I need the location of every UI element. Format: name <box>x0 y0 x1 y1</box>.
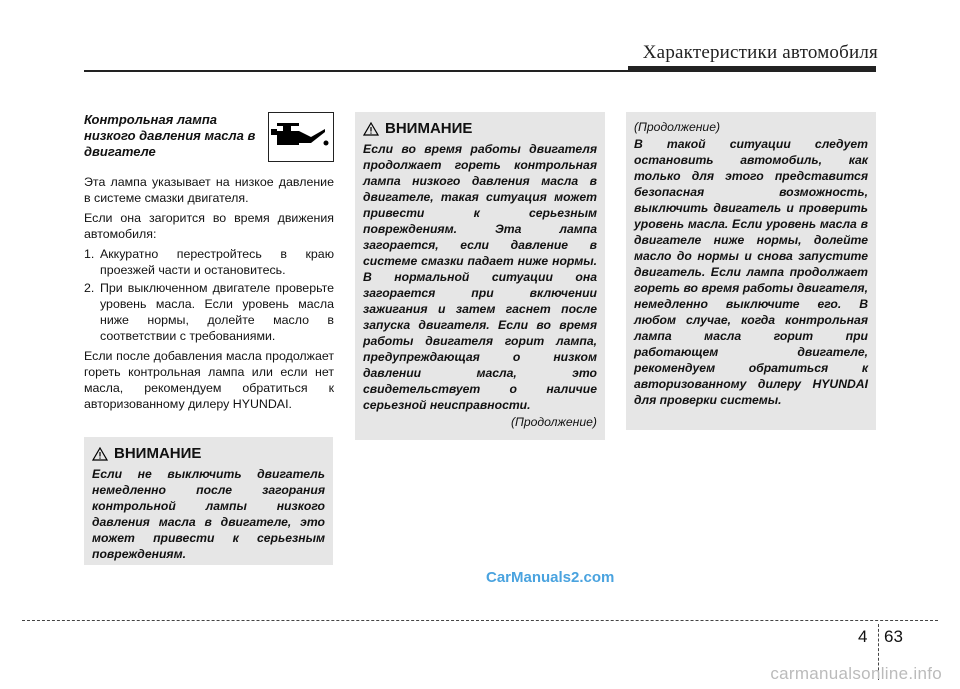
list-number: 1. <box>84 247 95 261</box>
watermark-link[interactable]: CarManuals2.com <box>486 569 615 586</box>
warning-triangle-icon <box>92 447 108 461</box>
warning-text: Если во время работы двигателя продолжает гореть контрольная лампа низкого давления масла в двигателе, такая ситуация может привести к серьезным повреждениям. Эта лампа загорается, если давление в системе смазки падает ниже нормы. В нормальной ситуации она загорается при включении зажигания и затем гаснет после запуска двигателя. Если во время работы двигателя горит лампа, предупреждающая о низком давлении масла, это свидетельствует о наличие серьезной неисправности. <box>363 142 597 412</box>
warning-triangle-icon <box>363 122 379 136</box>
list-text: При выключенном двигателе проверьте уровень масла. Если уровень масла ниже нормы, долейте масло в соответствии с требованиями. <box>100 281 334 343</box>
header-rule-accent <box>628 66 876 72</box>
paragraph: Если после добавления масла продолжает гореть контрольная лампа или если нет масла, рекомендуем обратиться к авторизованному дилеру HYUNDAI. <box>84 349 334 411</box>
warning-text: Если не выключить двигатель немедленно после загорания контрольной лампы низкого давления масла в двигателе, это может привести к серьезным повреждениям. <box>92 467 325 561</box>
list-text: Аккуратно перестройтесь в краю проезжей части и остановитесь. <box>100 247 334 277</box>
list-item <box>84 280 334 344</box>
footer-rule <box>22 620 938 621</box>
warning-box-1 <box>84 437 333 565</box>
list-item <box>84 246 334 278</box>
steps-list <box>84 246 334 344</box>
oil-can-icon <box>269 113 333 161</box>
warning-heading-text: ВНИМАНИЕ <box>385 120 473 137</box>
page-number: 63 <box>884 627 903 646</box>
section-number: 4 <box>858 627 868 646</box>
paragraph: Эта лампа указывает на низкое давление в системе смазки двигателя. <box>84 175 334 205</box>
continued-label: (Продолжение) <box>634 120 721 134</box>
warning-heading <box>363 120 597 137</box>
warning-text: В такой ситуации следует остановить автомобиль, как только для этого представится безопасная возможность, выключить двигатель и проверить уровень масла. Если уровень масла в двигателе ниже нормы, долейте масло до нормы и снова запустите двигатель. Если лампа продолжает гореть во время работы двигателя, немедленно выключите его. В любом случае, когда контрольная лампа масла горит при работающем двигателе, рекомендуем обратиться к авторизованному дилеру HYUNDAI для проверки системы. <box>634 137 868 407</box>
list-number: 2. <box>84 281 95 295</box>
continued-label: (Продолжение) <box>510 415 597 429</box>
chapter-title: Характеристики автомобиля <box>642 42 878 63</box>
site-watermark: carmanualsonline.info <box>770 664 942 683</box>
warning-heading-text: ВНИМАНИЕ <box>114 445 202 462</box>
warning-box-2 <box>355 112 605 440</box>
warning-box-3 <box>626 112 876 430</box>
oil-pressure-lamp-box <box>268 112 334 162</box>
lamp-description <box>84 174 334 416</box>
paragraph: Если она загорится во время движения автомобиля: <box>84 211 334 241</box>
warning-heading <box>92 445 325 462</box>
lamp-title: Контрольная лампа низкого давления масла в двигателе <box>84 112 256 159</box>
